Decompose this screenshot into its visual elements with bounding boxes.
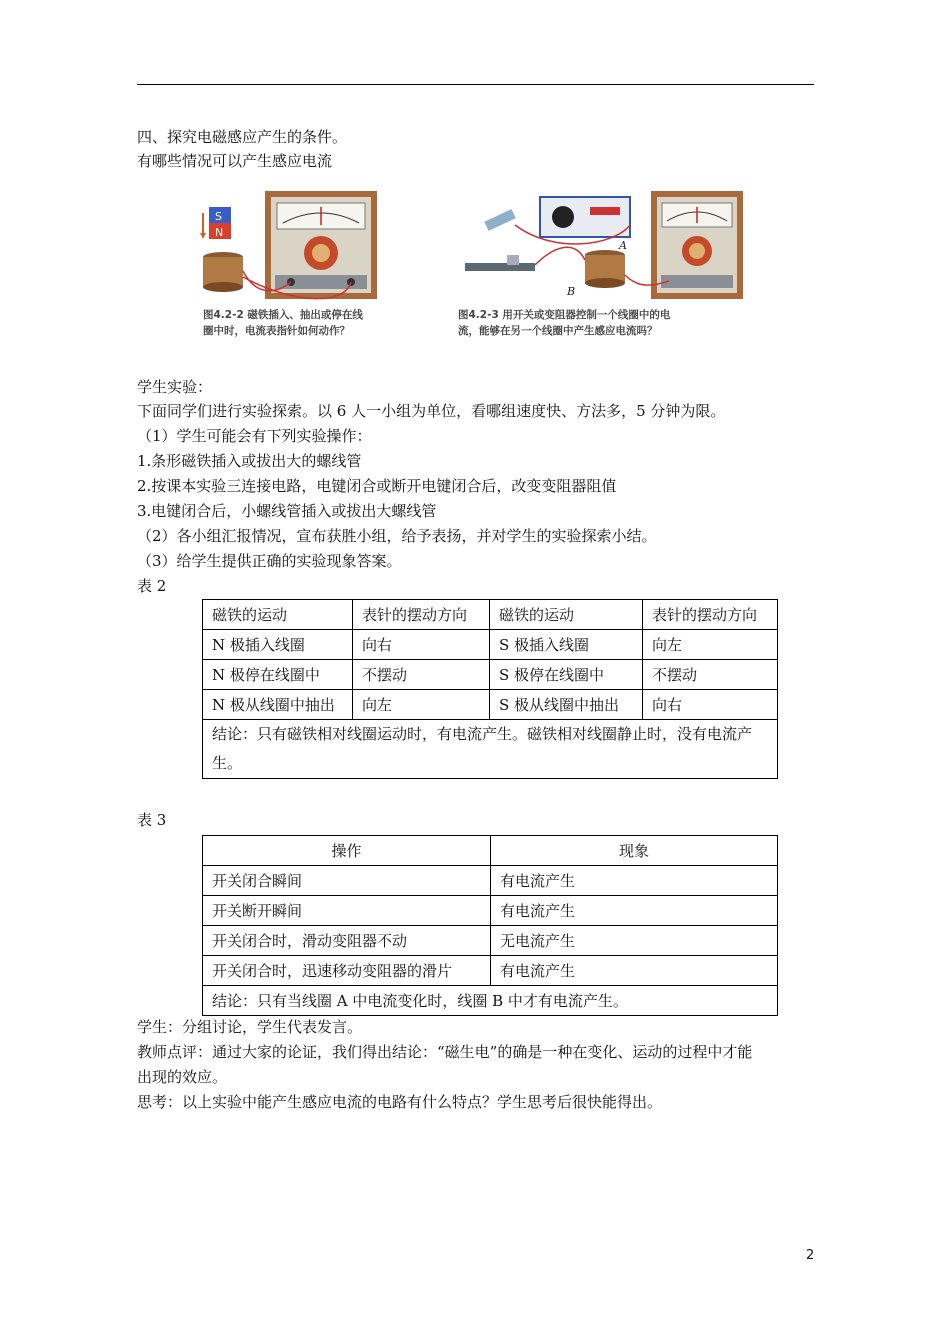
table2-label: 表 2: [137, 577, 167, 595]
table-conclusion-row: [203, 720, 778, 779]
table-cell: S 极从线圈中抽出: [490, 690, 643, 720]
table-conclusion-row: [203, 986, 778, 1016]
table-cell: 向左: [353, 690, 490, 720]
table-header-cell: 表针的摆动方向: [643, 600, 778, 630]
step1-text: （1）学生可能会有下列实验操作：: [137, 427, 372, 445]
table2: [202, 599, 778, 779]
page-number: 2: [806, 1248, 815, 1263]
operation-3: 3.电键闭合后，小螺线管插入或拔出大螺线管: [137, 502, 437, 520]
figure1-caption: [203, 307, 363, 339]
table3-conclusion: 结论：只有当线圈 A 中电流变化时，线圈 B 中才有电流产生。: [203, 986, 778, 1016]
magnet-s-label: S: [215, 210, 222, 223]
table-cell: 有电流产生: [491, 866, 778, 896]
figure1-caption-line2: 圈中时，电流表指针如何动作？: [203, 325, 350, 337]
rheostat: [465, 263, 535, 271]
table-header-cell: 表针的摆动方向: [353, 600, 490, 630]
table-cell: 向左: [643, 630, 778, 660]
table-cell: 开关闭合时，滑动变阻器不动: [203, 926, 491, 956]
table-cell: 不摆动: [643, 660, 778, 690]
coil-a-label: A: [619, 239, 627, 252]
table-row: [203, 926, 778, 956]
table-header-cell: 磁铁的运动: [490, 600, 643, 630]
table-cell: N 极停在线圈中: [203, 660, 353, 690]
table3: [202, 835, 778, 1016]
operation-2: 2.按课本实验三连接电路，电键闭合或断开电键闭合后，改变变阻器阻值: [137, 477, 617, 495]
think-question: 思考：以上实验中能产生感应电流的电路有什么特点？学生思考后很快能得出。: [137, 1093, 663, 1111]
figure2-caption-line2: 流，能够在另一个线圈中产生感应电流吗？: [458, 325, 658, 337]
header-rule: [137, 84, 814, 85]
table-cell: S 极插入线圈: [490, 630, 643, 660]
table-row: [203, 660, 778, 690]
table-row: [203, 956, 778, 986]
table-cell: 开关断开瞬间: [203, 896, 491, 926]
figure-two-coil-circuit: [455, 185, 755, 305]
table-header-cell: 现象: [491, 836, 778, 866]
table-header-row: [203, 600, 778, 630]
table-row: [203, 896, 778, 926]
question-text: 有哪些情况可以产生感应电流: [137, 152, 333, 170]
table3-label: 表 3: [137, 811, 167, 829]
table-cell: 无电流产生: [491, 926, 778, 956]
intro-text: 下面同学们进行实验探索。以 6 人一小组为单位，看哪组速度快、方法多，5 分钟为限。: [137, 402, 726, 420]
table2-conclusion: 结论：只有磁铁相对线圈运动时，有电流产生。磁铁相对线圈静止时，没有电流产生。: [203, 720, 778, 779]
table-cell: 不摆动: [353, 660, 490, 690]
figure2-caption-line1: 图4.2-3 用开关或变阻器控制一个线圈中的电: [458, 309, 671, 321]
figure2-caption: [458, 307, 670, 339]
table-header-row: [203, 836, 778, 866]
table-cell: N 极从线圈中抽出: [203, 690, 353, 720]
table-cell: 有电流产生: [491, 896, 778, 926]
teacher-comment-line2: 出现的效应。: [137, 1068, 228, 1086]
step2-text: （2）各小组汇报情况，宣布获胜小组，给予表扬，并对学生的实验探索小结。: [137, 527, 657, 545]
student-experiment-label: 学生实验：: [137, 378, 213, 396]
table-cell: 向右: [643, 690, 778, 720]
table-header-cell: 操作: [203, 836, 491, 866]
magnet-n-label: N: [215, 226, 224, 239]
table-header-cell: 磁铁的运动: [203, 600, 353, 630]
coil-b-label: B: [567, 285, 576, 298]
students-discussion: 学生：分组讨论，学生代表发言。: [137, 1018, 363, 1036]
table-cell: N 极插入线圈: [203, 630, 353, 660]
step3-text: （3）给学生提供正确的实验现象答案。: [137, 552, 402, 570]
table-row: [203, 690, 778, 720]
table-row: [203, 630, 778, 660]
table-cell: 开关闭合瞬间: [203, 866, 491, 896]
operation-1: 1.条形磁铁插入或拔出大的螺线管: [137, 452, 362, 470]
table-cell: S 极停在线圈中: [490, 660, 643, 690]
table-cell: 向右: [353, 630, 490, 660]
figure1-caption-line1: 图4.2-2 磁铁插入、抽出或停在线: [203, 309, 363, 321]
figure-magnet-coil: [195, 185, 405, 305]
section-heading: 四、探究电磁感应产生的条件。: [137, 128, 348, 146]
teacher-comment-line1: 教师点评：通过大家的论证，我们得出结论：“磁生电”的确是一种在变化、运动的过程中才能: [137, 1043, 753, 1061]
table-cell: 有电流产生: [491, 956, 778, 986]
table-row: [203, 866, 778, 896]
table-cell: 开关闭合时，迅速移动变阻器的滑片: [203, 956, 491, 986]
